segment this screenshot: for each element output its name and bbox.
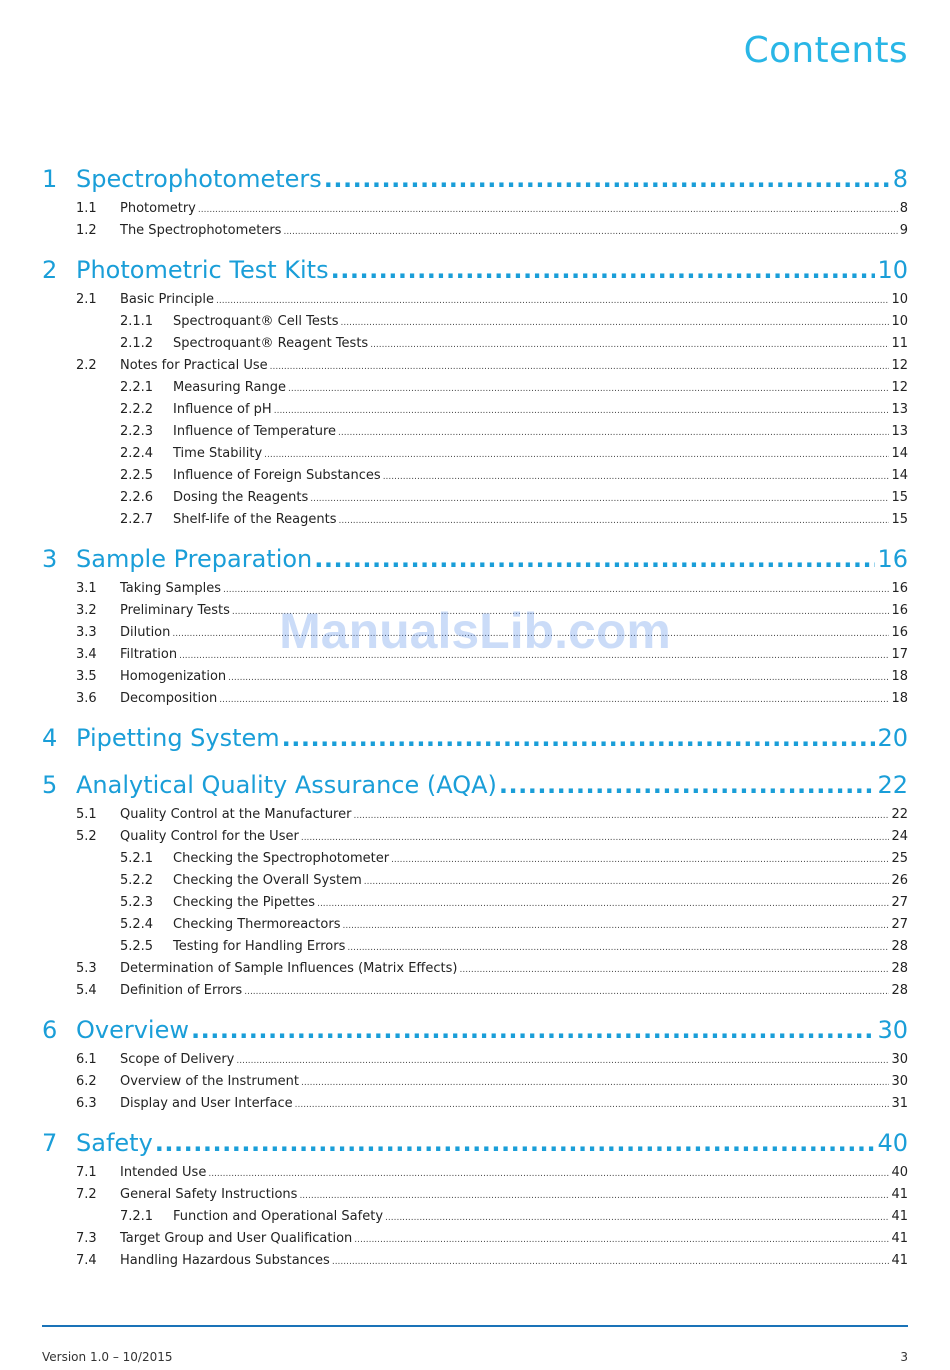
toc-entry-number: 6	[42, 1016, 58, 1044]
toc-entry-title: Pipetting System	[76, 724, 280, 752]
toc-entry-page: 30	[891, 1052, 908, 1067]
toc-entry-title: Filtration	[120, 647, 178, 662]
toc-entry-number: 1	[42, 165, 58, 193]
toc-entry-title: Taking Samples	[120, 581, 222, 596]
toc-entry-page: 12	[891, 358, 908, 373]
toc-entry-page: 16	[891, 603, 908, 618]
toc-entry-page: 28	[891, 939, 908, 954]
toc-subsection[interactable]	[42, 647, 908, 669]
toc-entry-page: 15	[891, 512, 908, 527]
footer-divider	[42, 1325, 908, 1327]
toc-entry-title: Quality Control at the Manufacturer	[120, 807, 352, 822]
toc-entry-page: 41	[891, 1231, 908, 1246]
toc-subsubsection[interactable]	[42, 402, 908, 424]
toc-entry-page: 10	[891, 292, 908, 307]
toc-subsubsection[interactable]	[42, 446, 908, 468]
toc-chapter-heading[interactable]	[42, 545, 908, 581]
toc-entry-number: 7.1	[76, 1165, 97, 1180]
toc-chapter	[42, 771, 908, 1005]
toc-entry-title: Preliminary Tests	[120, 603, 230, 618]
dot-leader	[236, 1056, 889, 1066]
toc-subsubsection[interactable]	[42, 336, 908, 358]
toc-entry-page: 28	[891, 961, 908, 976]
dot-leader	[459, 965, 889, 975]
toc-entry-title: Definition of Errors	[120, 983, 243, 998]
toc-entry-number: 3	[42, 545, 58, 573]
toc-subsection[interactable]	[42, 625, 908, 647]
dot-leader	[299, 1191, 889, 1201]
toc-entry-number: 7.4	[76, 1253, 97, 1268]
toc-entry-number: 3.6	[76, 691, 97, 706]
toc-subsubsection[interactable]	[42, 939, 908, 961]
toc-entry-page: 11	[891, 336, 908, 351]
toc-entry-page: 8	[892, 165, 908, 193]
toc-entry-title: Spectroquant® Reagent Tests	[173, 336, 369, 351]
toc-subsubsection[interactable]	[42, 380, 908, 402]
toc-entry-title: Checking the Pipettes	[173, 895, 316, 910]
toc-subsection[interactable]	[42, 961, 908, 983]
toc-entry-page: 18	[891, 669, 908, 684]
dot-leader	[155, 1129, 876, 1157]
toc-subsection[interactable]	[42, 669, 908, 691]
dot-leader	[499, 771, 876, 799]
dot-leader	[270, 362, 890, 372]
dot-leader	[301, 833, 890, 843]
page-title: Contents	[743, 30, 908, 71]
dot-leader	[385, 1213, 889, 1223]
toc-entry-number: 5.2.4	[120, 917, 154, 932]
toc-entry-number: 7	[42, 1129, 58, 1157]
toc-subsection[interactable]	[42, 358, 908, 380]
toc-entry-title: Checking the Overall System	[173, 873, 362, 888]
toc-entry-number: 1.1	[76, 201, 97, 216]
toc-entry-title: Spectroquant® Cell Tests	[173, 314, 339, 329]
toc-entry-title: Dilution	[120, 625, 171, 640]
dot-leader	[232, 607, 890, 617]
toc-entry-number: 2.1	[76, 292, 97, 307]
toc-subsection[interactable]	[42, 983, 908, 1005]
toc-chapter-heading[interactable]	[42, 165, 908, 201]
toc-subsection[interactable]	[42, 581, 908, 603]
toc-entry-title: Testing for Handling Errors	[173, 939, 346, 954]
toc-entry-page: 26	[891, 873, 908, 888]
dot-leader	[354, 1235, 889, 1245]
toc-entry-title: Photometric Test Kits	[76, 256, 329, 284]
toc-chapter-heading[interactable]	[42, 256, 908, 292]
toc-entry-title: Notes for Practical Use	[120, 358, 268, 373]
toc-entry-page: 14	[891, 446, 908, 461]
toc-entry-title: Function and Operational Safety	[173, 1209, 384, 1224]
toc-entry-page: 40	[891, 1165, 908, 1180]
toc-entry-page: 27	[891, 895, 908, 910]
dot-leader	[228, 673, 889, 683]
toc-entry-page: 16	[877, 545, 908, 573]
toc-entry-number: 5.2.3	[120, 895, 154, 910]
toc-chapter-heading[interactable]	[42, 1016, 908, 1052]
dot-leader	[301, 1078, 889, 1088]
toc-subsubsection[interactable]	[42, 490, 908, 512]
toc-entry-number: 3.3	[76, 625, 97, 640]
toc-entry-number: 5.2.2	[120, 873, 154, 888]
dot-leader	[208, 1169, 889, 1179]
toc-subsection[interactable]	[42, 292, 908, 314]
footer-version: Version 1.0 – 10/2015	[42, 1350, 173, 1364]
dot-leader	[264, 450, 889, 460]
toc-entry-number: 3.2	[76, 603, 97, 618]
toc-subsection[interactable]	[42, 829, 908, 851]
dot-leader	[219, 695, 889, 705]
toc-entry-page: 31	[891, 1096, 908, 1111]
toc-entry-number: 2.2.3	[120, 424, 154, 439]
toc-entry-number: 5.4	[76, 983, 97, 998]
toc-subsection[interactable]	[42, 691, 908, 713]
toc-entry-title: Overview of the Instrument	[120, 1074, 299, 1089]
toc-entry-title: Display and User Interface	[120, 1096, 293, 1111]
toc-chapter	[42, 256, 908, 534]
toc-entry-page: 24	[891, 829, 908, 844]
toc-entry-title: General Safety Instructions	[120, 1187, 298, 1202]
toc-subsection[interactable]	[42, 223, 908, 245]
dot-leader	[342, 921, 889, 931]
toc-subsubsection[interactable]	[42, 1209, 908, 1231]
toc-entry-page: 12	[891, 380, 908, 395]
toc-entry-number: 5.2.5	[120, 939, 154, 954]
toc-entry-page: 9	[899, 223, 908, 238]
toc-chapter	[42, 724, 908, 760]
toc-chapter-heading[interactable]	[42, 771, 908, 807]
dot-leader	[332, 1257, 890, 1267]
toc-entry-title: Checking the Spectrophotometer	[173, 851, 390, 866]
toc-subsection[interactable]	[42, 1253, 908, 1275]
toc-entry-number: 2	[42, 256, 58, 284]
toc-entry-title: Scope of Delivery	[120, 1052, 235, 1067]
toc-entry-title: Intended Use	[120, 1165, 207, 1180]
toc-entry-title: Target Group and User Qualification	[120, 1231, 353, 1246]
toc-entry-title: Quality Control for the User	[120, 829, 299, 844]
toc-entry-page: 40	[877, 1129, 908, 1157]
toc-subsection[interactable]	[42, 1165, 908, 1187]
toc-subsubsection[interactable]	[42, 873, 908, 895]
toc-subsection[interactable]	[42, 1052, 908, 1074]
toc-chapter	[42, 165, 908, 245]
dot-leader	[282, 724, 876, 752]
toc-entry-title: Checking Thermoreactors	[173, 917, 341, 932]
toc-entry-number: 5	[42, 771, 58, 799]
toc-entry-number: 6.3	[76, 1096, 97, 1111]
toc-entry-title: Overview	[76, 1016, 189, 1044]
dot-leader	[353, 811, 889, 821]
dot-leader	[364, 877, 890, 887]
toc-entry-number: 2.2	[76, 358, 97, 373]
toc-entry-title: Photometry	[120, 201, 196, 216]
toc-entry-title: Basic Principle	[120, 292, 214, 307]
toc-entry-page: 10	[877, 256, 908, 284]
toc-entry-title: Homogenization	[120, 669, 227, 684]
toc-entry-page: 16	[891, 625, 908, 640]
toc-entry-page: 30	[877, 1016, 908, 1044]
toc-entry-number: 2.2.2	[120, 402, 154, 417]
toc-entry-page: 22	[891, 807, 908, 822]
toc-entry-number: 2.1.2	[120, 336, 154, 351]
toc-entry-page: 13	[891, 424, 908, 439]
toc-entry-title: Influence of Temperature	[173, 424, 337, 439]
toc-entry-title: Sample Preparation	[76, 545, 313, 573]
toc-chapter	[42, 545, 908, 713]
toc-entry-number: 3.5	[76, 669, 97, 684]
dot-leader	[179, 651, 889, 661]
toc-subsection[interactable]	[42, 1074, 908, 1096]
toc-entry-title: Handling Hazardous Substances	[120, 1253, 330, 1268]
toc-entry-number: 6.1	[76, 1052, 97, 1067]
toc-entry-title: Dosing the Reagents	[173, 490, 309, 505]
toc-entry-page: 13	[891, 402, 908, 417]
dot-leader	[383, 472, 890, 482]
dot-leader	[338, 428, 889, 438]
toc-entry-title: The Spectrophotometers	[120, 223, 282, 238]
toc-entry-title: Influence of Foreign Substances	[173, 468, 381, 483]
toc-entry-number: 7.3	[76, 1231, 97, 1246]
table-of-contents	[42, 165, 908, 1275]
toc-entry-number: 7.2.1	[120, 1209, 154, 1224]
toc-subsection[interactable]	[42, 1231, 908, 1253]
toc-entry-page: 25	[891, 851, 908, 866]
toc-entry-number: 2.2.5	[120, 468, 154, 483]
toc-entry-page: 17	[891, 647, 908, 662]
toc-entry-number: 5.3	[76, 961, 97, 976]
toc-entry-number: 5.1	[76, 807, 97, 822]
dot-leader	[274, 406, 890, 416]
dot-leader	[310, 494, 889, 504]
toc-entry-title: Shelf-life of the Reagents	[173, 512, 337, 527]
dot-leader	[172, 629, 889, 639]
toc-subsubsection[interactable]	[42, 314, 908, 336]
toc-entry-number: 1.2	[76, 223, 97, 238]
toc-entry-number: 2.2.6	[120, 490, 154, 505]
dot-leader	[391, 855, 889, 865]
dot-leader	[295, 1100, 890, 1110]
toc-subsubsection[interactable]	[42, 424, 908, 446]
footer-page-number: 3	[900, 1350, 908, 1364]
toc-entry-page: 41	[891, 1187, 908, 1202]
toc-chapter	[42, 1129, 908, 1275]
toc-chapter	[42, 1016, 908, 1118]
dot-leader	[324, 165, 891, 193]
toc-entry-page: 30	[891, 1074, 908, 1089]
toc-entry-number: 5.2.1	[120, 851, 154, 866]
dot-leader	[244, 987, 889, 997]
toc-entry-title: Safety	[76, 1129, 153, 1157]
dot-leader	[223, 585, 889, 595]
toc-entry-page: 41	[891, 1209, 908, 1224]
dot-leader	[341, 318, 890, 328]
toc-entry-page: 10	[891, 314, 908, 329]
dot-leader	[370, 340, 889, 350]
toc-subsection[interactable]	[42, 201, 908, 223]
toc-entry-number: 3.4	[76, 647, 97, 662]
toc-entry-number: 4	[42, 724, 58, 752]
dot-leader	[317, 899, 889, 909]
toc-entry-title: Decomposition	[120, 691, 218, 706]
toc-subsection[interactable]	[42, 807, 908, 829]
dot-leader	[191, 1016, 875, 1044]
toc-entry-page: 28	[891, 983, 908, 998]
watermark: ManualsLib.com	[279, 603, 671, 659]
toc-entry-page: 27	[891, 917, 908, 932]
toc-entry-page: 22	[877, 771, 908, 799]
toc-entry-page: 18	[891, 691, 908, 706]
toc-entry-title: Measuring Range	[173, 380, 286, 395]
toc-entry-title: Spectrophotometers	[76, 165, 322, 193]
dot-leader	[216, 296, 889, 306]
dot-leader	[331, 256, 876, 284]
toc-entry-page: 14	[891, 468, 908, 483]
toc-entry-number: 2.2.1	[120, 380, 154, 395]
toc-entry-title: Analytical Quality Assurance (AQA)	[76, 771, 497, 799]
toc-entry-number: 5.2	[76, 829, 97, 844]
toc-entry-number: 3.1	[76, 581, 97, 596]
toc-entry-page: 8	[899, 201, 908, 216]
dot-leader	[339, 516, 890, 526]
toc-entry-page: 16	[891, 581, 908, 596]
toc-subsubsection[interactable]	[42, 512, 908, 534]
toc-entry-page: 15	[891, 490, 908, 505]
dot-leader	[283, 227, 897, 237]
toc-subsection[interactable]	[42, 1187, 908, 1209]
dot-leader	[347, 943, 889, 953]
toc-subsubsection[interactable]	[42, 468, 908, 490]
toc-subsubsection[interactable]	[42, 895, 908, 917]
toc-entry-title: Influence of pH	[173, 402, 272, 417]
toc-entry-page: 20	[877, 724, 908, 752]
dot-leader	[198, 205, 898, 215]
toc-subsubsection[interactable]	[42, 917, 908, 939]
toc-chapter-heading[interactable]	[42, 1129, 908, 1165]
toc-entry-title: Time Stability	[173, 446, 263, 461]
toc-entry-number: 7.2	[76, 1187, 97, 1202]
toc-subsection[interactable]	[42, 603, 908, 625]
toc-subsubsection[interactable]	[42, 851, 908, 873]
toc-chapter-heading[interactable]	[42, 724, 908, 760]
toc-entry-number: 2.2.7	[120, 512, 154, 527]
toc-entry-number: 6.2	[76, 1074, 97, 1089]
toc-subsection[interactable]	[42, 1096, 908, 1118]
dot-leader	[314, 545, 875, 573]
toc-entry-number: 2.2.4	[120, 446, 154, 461]
toc-entry-title: Determination of Sample Influences (Matrix Effects)	[120, 961, 458, 976]
toc-entry-page: 41	[891, 1253, 908, 1268]
toc-entry-number: 2.1.1	[120, 314, 154, 329]
dot-leader	[288, 384, 889, 394]
